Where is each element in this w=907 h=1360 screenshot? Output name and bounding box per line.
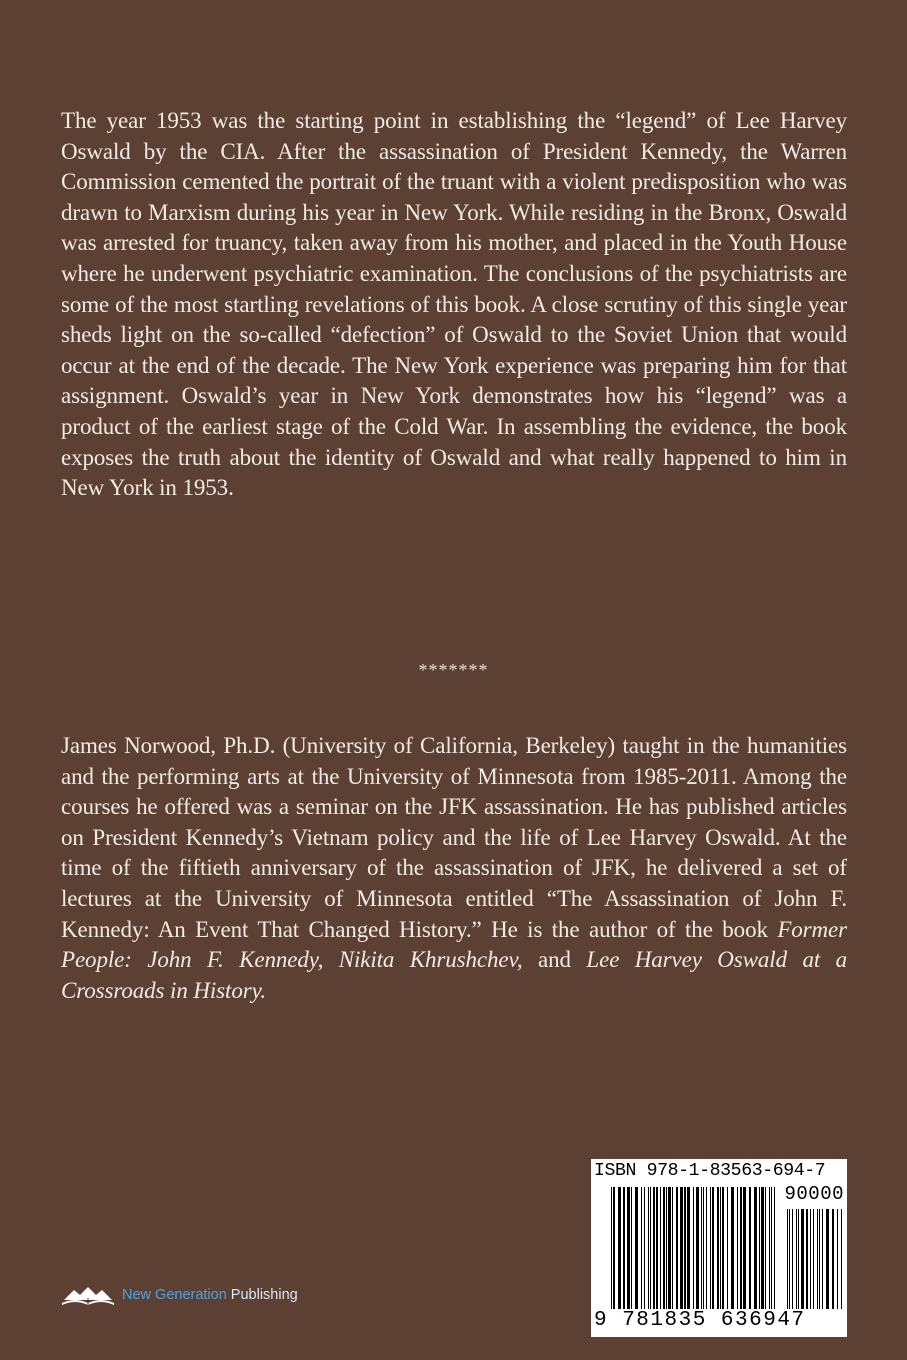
barcode-bar [717, 1187, 719, 1309]
barcode-bar [792, 1209, 793, 1309]
author-bio-text: James Norwood, Ph.D. (University of California, Berkeley) taught in the humanities and the performing arts at the University of Minnesota from 1985-2011. Among the courses he offered was a seminar on the JFK assassination. He has published articles on President Kennedy’s Vietnam policy and the life of Lee Harvey Oswald. At the time of the fiftieth anniversary of the assassination of JFK, he delivered a set of lectures at the University of Minnesota entitled “The Assassination of John F. Kennedy: An Event That Changed History.” He is the author of the book [61, 733, 847, 942]
barcode-bar [663, 1187, 665, 1309]
barcode-bar [826, 1209, 829, 1309]
barcode-bar [680, 1187, 683, 1309]
barcode-bar [737, 1187, 738, 1309]
barcode-bar [806, 1209, 808, 1309]
barcode-bar [703, 1187, 704, 1309]
barcode-bar [635, 1187, 638, 1309]
barcode-bar [798, 1209, 799, 1309]
publisher-name-main: New Generation [122, 1287, 227, 1303]
book-title-former-people: Former People: John F. Kennedy, Nikita Khrushchev, [61, 916, 847, 973]
barcode-bar [648, 1187, 649, 1309]
barcode-bar [644, 1187, 645, 1309]
barcode-bar [631, 1187, 632, 1309]
barcode-bar [813, 1209, 814, 1309]
barcode-bar [819, 1209, 820, 1309]
barcode-bar [754, 1187, 757, 1309]
publisher-name-sub: Publishing [226, 1287, 298, 1303]
barcode-bar [749, 1187, 751, 1309]
barcode-bar [656, 1187, 658, 1309]
barcode-bar [771, 1187, 772, 1309]
barcode-bar [787, 1209, 788, 1309]
barcode-bar [706, 1187, 707, 1309]
publisher-logo [60, 1282, 298, 1308]
section-divider: ******* [418, 660, 489, 680]
bio-connector: and [522, 947, 587, 973]
barcode-bar [810, 1209, 811, 1309]
isbn-barcode [591, 1159, 847, 1337]
publisher-name [122, 1287, 298, 1303]
ean-digits: 9 781835 636947 [594, 1309, 806, 1332]
barcode-bar [618, 1187, 621, 1309]
barcode-bar [623, 1187, 625, 1309]
barcode-bar [693, 1187, 694, 1309]
book-title-lee-harvey-oswald: Lee Harvey Oswald at a Crossroads in History. [61, 947, 847, 1003]
barcode-bar [731, 1187, 734, 1309]
isbn-label: ISBN 978-1-83563-694-7 [594, 1161, 826, 1181]
barcode-bar [687, 1187, 690, 1309]
barcode-bar [653, 1187, 655, 1309]
barcode-bar [684, 1187, 686, 1309]
barcode-bar [710, 1187, 711, 1309]
price-code: 90000 [784, 1183, 844, 1205]
barcode-bar [660, 1187, 661, 1309]
barcode-bar [769, 1187, 770, 1309]
barcode-bar [611, 1187, 612, 1309]
barcode-bar [650, 1187, 651, 1309]
barcode-bar [720, 1187, 721, 1309]
barcode-bar [789, 1209, 790, 1309]
barcode-bar [641, 1187, 642, 1309]
barcode-bar [817, 1209, 818, 1309]
barcode-bar [761, 1187, 764, 1309]
barcode-bar [676, 1187, 678, 1309]
barcode-bar [722, 1187, 724, 1309]
barcode-bar [627, 1187, 630, 1309]
book-blurb: The year 1953 was the starting point in establishing the “legend” of Lee Harvey Oswald by the CIA. After the assassination of President Kennedy, the Warren Commission cemented the portrait of the truant with a violent predisposition who was drawn to Marxism during his year in New York. While residing in the Bronx, Oswald was arrested for truancy, taken away from his mother, and placed in the Youth House where he underwent psychiatric examination. The conclusions of the psychiatrists are some of the most startling revelations of this book. A close scrutiny of this single year sheds light on the so-called “defection” of Oswald to the Soviet Union that would occur at the end of the decade. The New York experience was preparing him for that assignment. Oswald’s year in New York demonstrates how his “legend” was a product of the earliest stage of the Cold War. In assembling the evidence, the book exposes the truth about the identity of Oswald and what really happened to him in New York in 1953. [61, 108, 847, 501]
barcode-bar [666, 1187, 667, 1309]
barcode-bar [841, 1209, 842, 1309]
barcode-bar [672, 1187, 673, 1309]
barcode-bar [727, 1187, 728, 1309]
barcode-bar [701, 1187, 702, 1309]
barcode-bar [613, 1187, 615, 1309]
author-bio [61, 731, 847, 1006]
barcode-bar [743, 1187, 746, 1309]
barcode-bar [696, 1187, 699, 1309]
barcode-bar [832, 1209, 834, 1309]
barcode-bar [822, 1209, 823, 1309]
open-book-mountains-icon [60, 1284, 116, 1306]
barcode-bar [765, 1187, 766, 1309]
barcode-bar [712, 1187, 714, 1309]
barcode-bar [837, 1209, 838, 1309]
barcode-bar [759, 1187, 760, 1309]
barcode-bar [740, 1187, 742, 1309]
barcode-bar [801, 1209, 804, 1309]
barcode-bar [668, 1187, 671, 1309]
barcode-bar [796, 1209, 797, 1309]
barcode-bar [774, 1187, 775, 1309]
